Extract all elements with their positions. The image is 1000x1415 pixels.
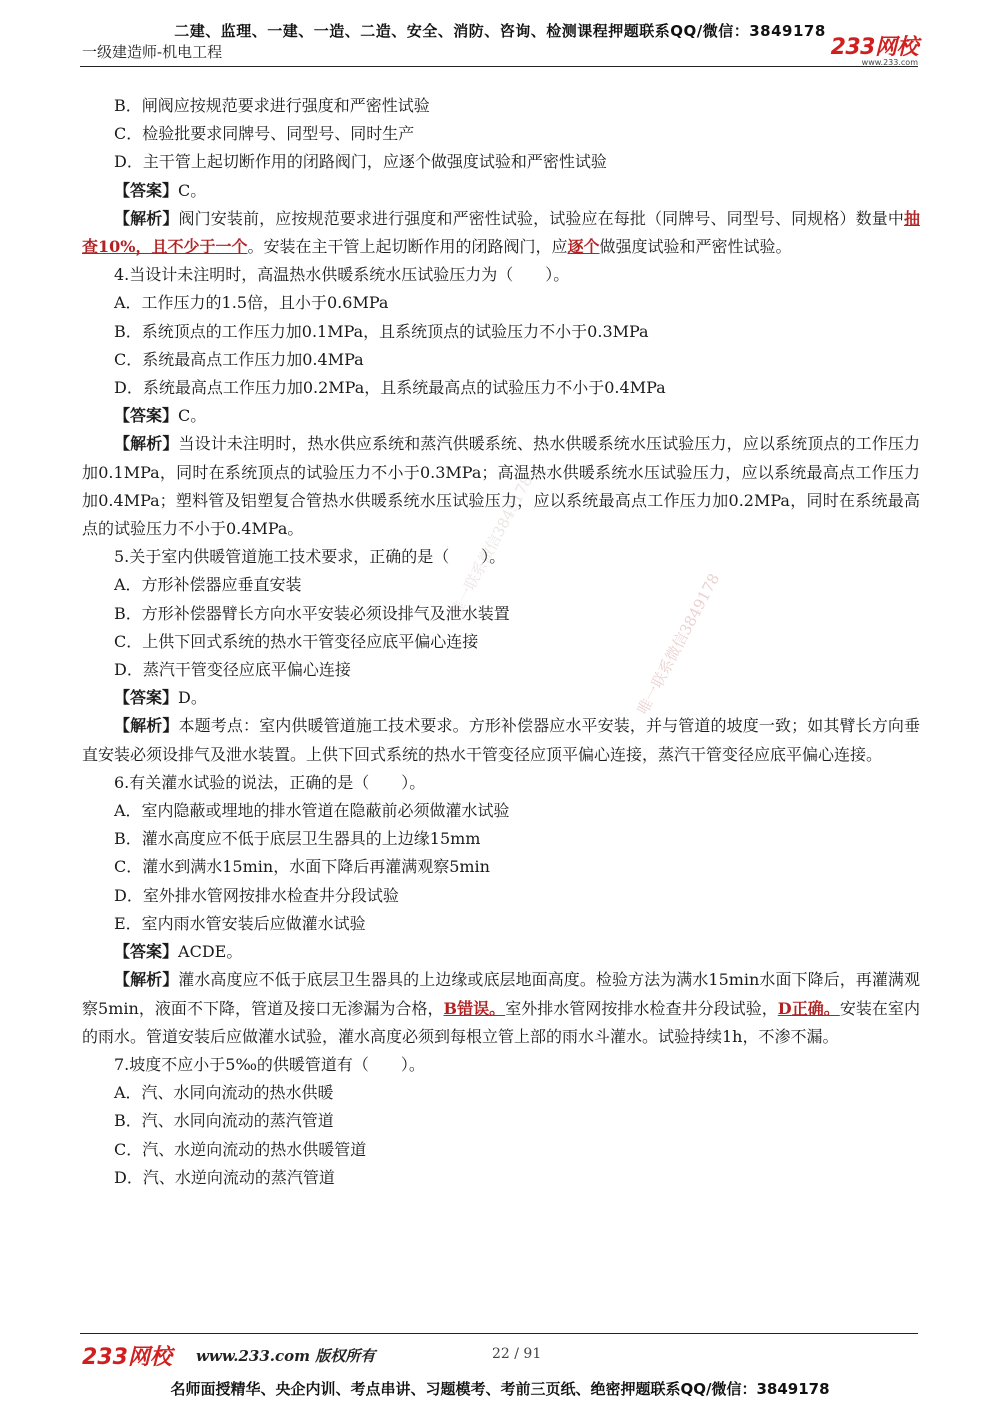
text-span: C．汽、水逆向流动的热水供暖管道 <box>114 1139 367 1159</box>
text-line <box>82 684 920 712</box>
text-line <box>82 882 920 910</box>
section-label: 【解析】 <box>114 970 179 990</box>
text-span: B．方形补偿器臂长方向水平安装必须设排气及泄水装置 <box>114 603 510 623</box>
highlighted-text: 抽查10%，且不少于一个 <box>82 208 920 257</box>
bottom-banner: 名师面授精华、央企内训、考点串讲、习题模考、考前三页纸、绝密押题联系QQ/微信：3849178 <box>170 1380 830 1398</box>
logo-site: www.233.com <box>861 58 918 67</box>
text-span: 室外排水管网按排水检查井分段试验， <box>505 998 778 1018</box>
text-line <box>82 825 920 853</box>
text-span: 。安装在主干管上起切断作用的闭路阀门，应 <box>247 237 568 257</box>
section-label: 【答案】 <box>114 406 179 426</box>
explanation-paragraph <box>82 966 920 1051</box>
text-span: C．灌水到满水15min，水面下降后再灌满观察5min <box>114 857 490 877</box>
text-line <box>82 600 920 628</box>
header-rule <box>80 66 918 67</box>
document-body <box>82 92 920 1192</box>
text-span: A．工作压力的1.5倍，且小于0.6MPa <box>114 293 389 313</box>
text-span: 6.有关灌水试验的说法，正确的是（ ）。 <box>114 772 426 792</box>
text-span: 灌水高度应不低于底层卫生器具的上边缘或底层地面高度。检验方法为满水15min水面下降后，再灌满观察5min，液面不下降，管道及接口无渗漏为合格， <box>82 970 920 1018</box>
text-span: B．灌水高度应不低于底层卫生器具的上边缘15mm <box>114 829 481 849</box>
footer-copyright: www.233.com 版权所有 <box>196 1347 376 1365</box>
text-line <box>82 571 920 599</box>
subject-label: 一级建造师-机电工程 <box>82 43 223 61</box>
text-span: 安装在室内的雨水。管道安装后应做灌水试验，灌水高度必须到每根立管上部的雨水斗灌水。试验持续1h，不渗不漏。 <box>82 998 920 1046</box>
text-line <box>82 92 920 120</box>
highlighted-text: B错误。 <box>443 998 506 1018</box>
text-line <box>82 402 920 430</box>
text-line <box>82 1107 920 1135</box>
text-span: 4.当设计未注明时，高温热水供暖系统水压试验压力为（ ）。 <box>114 265 570 285</box>
text-line <box>82 1079 920 1107</box>
watermark-text-faint: 唯一联系微信3849178 <box>446 472 537 620</box>
text-span: D．蒸汽干管变径应底平偏心连接 <box>114 660 351 680</box>
text-line <box>82 938 920 966</box>
footer-logo: 233网校 <box>82 1345 172 1370</box>
text-line <box>82 656 920 684</box>
text-span: D．汽、水逆向流动的蒸汽管道 <box>114 1167 335 1187</box>
text-span: 本题考点：室内供暖管道施工技术要求。方形补偿器应水平安装，并与管道的坡度一致；如其臂长方向垂直安装必须设排气及泄水装置。上供下回式系统的热水干管变径应顶平偏心连接，蒸汽干管变径应底平偏心连接。 <box>82 716 920 764</box>
text-span: A．室内隐蔽或埋地的排水管道在隐蔽前必须做灌水试验 <box>114 801 510 821</box>
section-label: 【答案】 <box>114 942 179 962</box>
text-span: B．系统顶点的工作压力加0.1MPa，且系统顶点的试验压力不小于0.3MPa <box>114 321 649 341</box>
explanation-paragraph <box>82 205 920 261</box>
text-span: D。 <box>178 688 207 708</box>
highlighted-text: 逐个 <box>567 237 600 257</box>
highlighted-text: D正确。 <box>777 998 840 1018</box>
text-span: C。 <box>178 180 207 200</box>
text-line <box>82 346 920 374</box>
logo-brand: 233网校 <box>830 35 918 60</box>
text-span: 做强度试验和严密性试验。 <box>599 237 792 257</box>
text-span: C．系统最高点工作压力加0.4MPa <box>114 349 364 369</box>
text-span: D．主干管上起切断作用的闭路阀门，应逐个做强度试验和严密性试验 <box>114 152 607 172</box>
text-span: 当设计未注明时，热水供应系统和蒸汽供暖系统、热水供暖系统水压试验压力，应以系统顶点的工作压力加0.1MPa，同时在系统顶点的试验压力不小于0.3MPa；高温热水供暖系统水压试验压力，应以系统最高点工作压力加0.4MPa；塑料管及铝塑复合管热水供暖系统水压试验压力，应以系统最高点工作压力加0.2MPa，同时在系统最高点的试验压力不小于0.4MPa。 <box>82 434 920 539</box>
section-label: 【解析】 <box>114 716 179 736</box>
text-line <box>82 318 920 346</box>
text-span: B．汽、水同向流动的蒸汽管道 <box>114 1111 334 1131</box>
section-label: 【答案】 <box>114 180 179 200</box>
text-span: 阀门安装前，应按规范要求进行强度和严密性试验，试验应在每批（同牌号、同型号、同规格）数量中 <box>178 208 904 228</box>
text-line <box>82 374 920 402</box>
text-span: E．室内雨水管安装后应做灌水试验 <box>114 913 366 933</box>
text-line <box>82 769 920 797</box>
text-span: A．方形补偿器应垂直安装 <box>114 575 302 595</box>
text-line <box>82 797 920 825</box>
text-span: 5.关于室内供暖管道施工技术要求，正确的是（ ）。 <box>114 547 506 567</box>
text-line <box>82 910 920 938</box>
text-line <box>82 853 920 881</box>
text-line <box>82 177 920 205</box>
text-line <box>82 1136 920 1164</box>
text-span: C．检验批要求同牌号、同型号、同时生产 <box>114 124 415 144</box>
text-span: C。 <box>178 406 207 426</box>
text-line <box>82 628 920 656</box>
watermark-text: 唯一联系微信3849178 <box>633 570 724 718</box>
footer-rule <box>80 1333 918 1334</box>
header-logo <box>831 30 918 67</box>
section-label: 【解析】 <box>114 434 179 454</box>
text-span: ACDE。 <box>178 942 243 962</box>
text-line <box>82 261 920 289</box>
text-line <box>82 148 920 176</box>
text-span: B．闸阀应按规范要求进行强度和严密性试验 <box>114 96 430 115</box>
text-line <box>82 1164 920 1192</box>
text-line <box>82 1051 920 1079</box>
text-line <box>82 120 920 148</box>
top-banner: 二建、监理、一建、一造、二造、安全、消防、咨询、检测课程押题联系QQ/微信：3849178 <box>174 22 826 40</box>
text-line <box>82 289 920 317</box>
section-label: 【解析】 <box>114 208 179 228</box>
text-span: C．上供下回式系统的热水干管变径应底平偏心连接 <box>114 631 479 651</box>
text-span: D．系统最高点工作压力加0.2MPa，且系统最高点的试验压力不小于0.4MPa <box>114 378 666 398</box>
section-label: 【答案】 <box>114 688 179 708</box>
explanation-paragraph <box>82 712 920 768</box>
text-span: D．室外排水管网按排水检查井分段试验 <box>114 885 399 905</box>
page-number: 22 / 91 <box>492 1346 542 1362</box>
text-span: 7.坡度不应小于5‰的供暖管道有（ ）。 <box>114 1054 425 1074</box>
text-span: A．汽、水同向流动的热水供暖 <box>114 1083 334 1103</box>
